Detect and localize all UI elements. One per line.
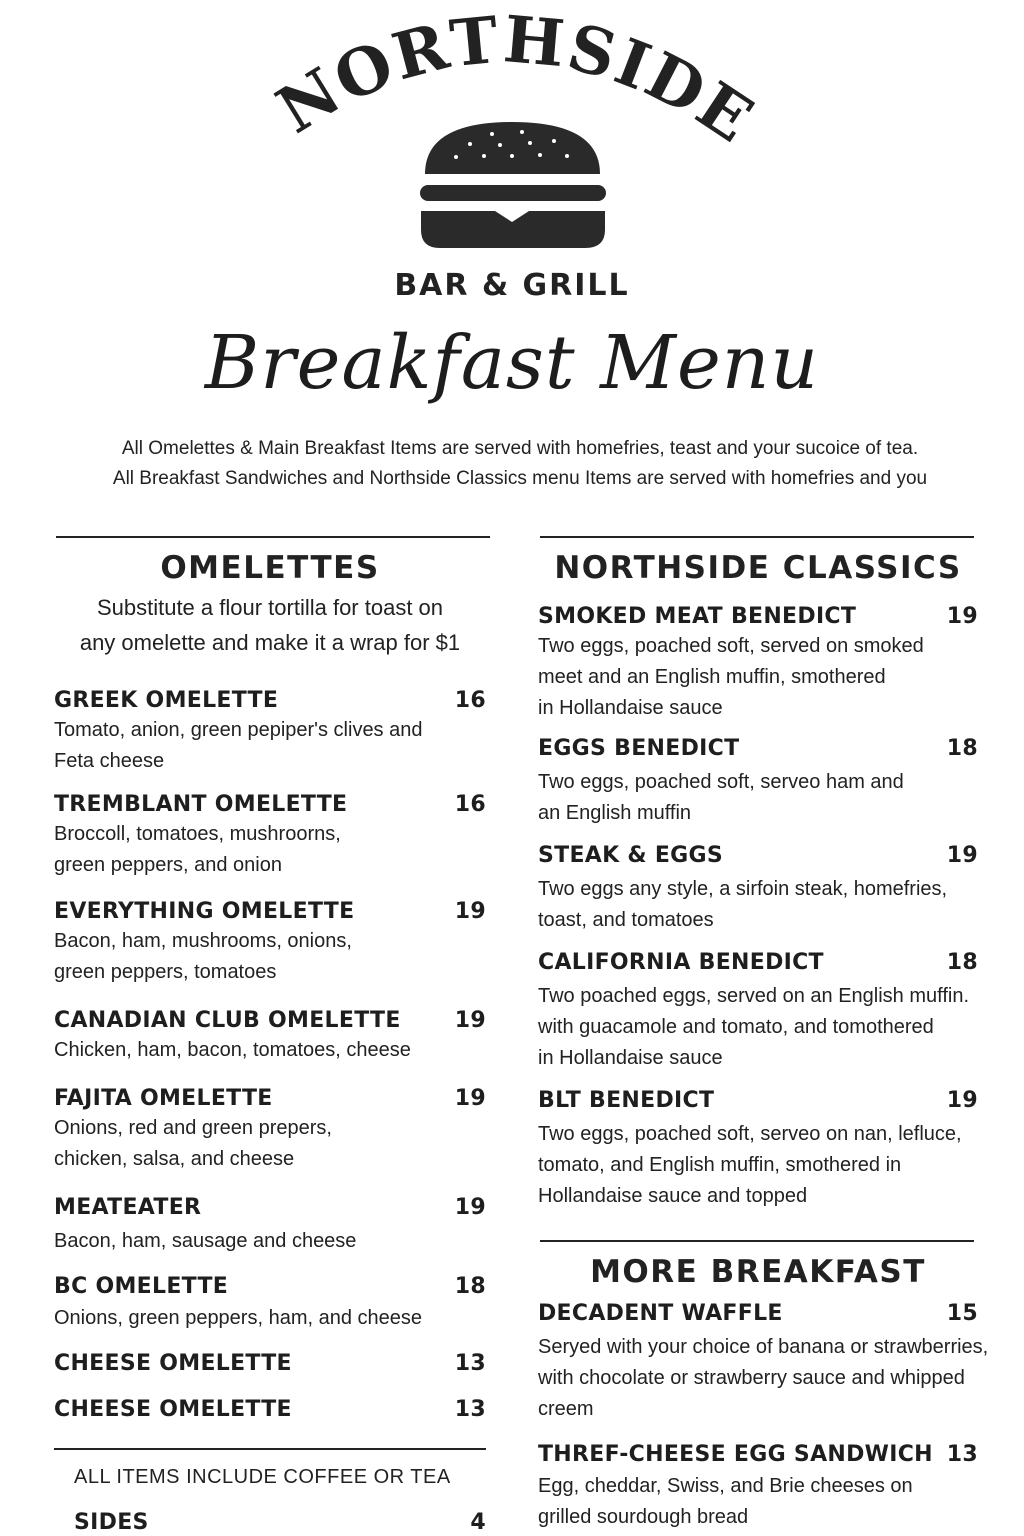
omelettes-section: [54, 550, 486, 660]
omelette-item: [54, 1086, 486, 1175]
item-desc-line: with chocolate or strawberry sauce and whipped: [538, 1367, 965, 1389]
item-price: 19: [454, 1086, 486, 1111]
item-name: STEAK & EGGS: [538, 843, 724, 868]
item-price: 18: [946, 736, 978, 761]
item-price: 15: [946, 1301, 978, 1326]
item-desc-line: Egg, cheddar, Swiss, and Brie cheeses on: [538, 1475, 913, 1497]
omelette-item: [54, 1351, 486, 1376]
item-desc-line: grilled sourdough bread: [538, 1506, 749, 1528]
sides-row: [74, 1510, 486, 1535]
item-name: SMOKED MEAT BENEDICT: [538, 604, 857, 629]
divider: [56, 536, 490, 538]
item-name: FAJITA OMELETTE: [54, 1086, 273, 1111]
item-desc-line: in Hollandaise sauce: [538, 1047, 723, 1069]
classic-item: [538, 950, 978, 1074]
burger-icon: [420, 122, 606, 248]
item-desc-line: meet and an English muffin, smothered: [538, 666, 886, 688]
section-title-classics: NORTHSIDE CLASSICS: [554, 550, 962, 586]
item-desc-line: toast, and tomatoes: [538, 909, 714, 931]
item-name: DECADENT WAFFLE: [538, 1301, 783, 1326]
item-price: 19: [946, 604, 978, 629]
more-item: [538, 1301, 989, 1425]
item-desc-line: Two eggs, poached soft, serveo on nan, lefluce,: [538, 1123, 962, 1145]
item-desc-line: tomato, and English muffin, smothered in: [538, 1154, 902, 1176]
omelette-item: [54, 1195, 486, 1257]
item-price: 16: [454, 688, 486, 713]
page-title: Breakfast Menu: [204, 320, 820, 406]
item-price: 13: [946, 1442, 978, 1467]
item-desc-line: Seryed with your choice of banana or strawberries,: [538, 1336, 989, 1358]
item-desc-line: green peppers, and onion: [54, 854, 282, 876]
sides-label: SIDES: [74, 1510, 149, 1535]
classics-section: [538, 550, 978, 586]
omelette-item: [54, 1397, 486, 1422]
item-desc-line: chicken, salsa, and cheese: [54, 1148, 295, 1170]
item-name: CALIFORNIA BENEDICT: [538, 950, 824, 975]
item-desc-line: Onions, green peppers, ham, and cheese: [54, 1307, 423, 1329]
omelettes-note: [54, 590, 486, 660]
intro-line-1: All Omelettes & Main Breakfast Items are served with homefries, teast and your sucoice of tea.: [121, 438, 919, 459]
item-name: EVERYTHING OMELETTE: [54, 899, 355, 924]
item-desc-line: Two eggs, poached soft, serveo ham and: [538, 771, 904, 793]
intro-text: [40, 434, 1000, 494]
omelettes-footer: [74, 1466, 486, 1489]
item-desc-line: creem: [538, 1398, 594, 1420]
section-title-omelettes: OMELETTES: [160, 550, 380, 586]
classic-item: [538, 604, 978, 724]
item-name: THREF-CHEESE EGG SANDWICH: [538, 1442, 933, 1467]
bar-and-grill-label: BAR & GRILL: [394, 268, 630, 303]
omelette-item: [54, 688, 486, 777]
brand-name-arc: NORTHSIDE: [264, 2, 767, 159]
item-desc-line: Chicken, ham, bacon, tomatoes, cheese: [54, 1039, 411, 1061]
item-desc-line: Two poached eggs, served on an English muffin.: [538, 985, 970, 1007]
classic-item: [538, 843, 978, 936]
classic-item: [538, 736, 978, 829]
omelette-item: [54, 792, 486, 881]
item-desc-line: an English muffin: [538, 802, 692, 824]
item-desc-line: Broccoll, tomatoes, mushroorns,: [54, 823, 341, 845]
item-desc-line: Bacon, ham, mushrooms, onions,: [54, 930, 352, 952]
note-line-1: Substitute a flour tortilla for toast on: [96, 595, 444, 620]
item-price: 19: [454, 1195, 486, 1220]
section-title-more-breakfast: MORE BREAKFAST: [590, 1254, 926, 1290]
item-desc-line: Hollandaise sauce and topped: [538, 1185, 808, 1207]
item-name: CANADIAN CLUB OMELETTE: [54, 1008, 401, 1033]
item-name: EGGS BENEDICT: [538, 736, 740, 761]
item-name: BLT BENEDICT: [538, 1088, 715, 1113]
item-price: 18: [454, 1274, 486, 1299]
item-desc-line: Onions, red and green prepers,: [54, 1117, 332, 1139]
sides-price: 4: [470, 1510, 486, 1535]
item-price: 13: [454, 1351, 486, 1376]
item-price: 19: [946, 1088, 978, 1113]
omelette-item: [54, 899, 486, 988]
divider: [54, 1448, 486, 1450]
note-line-2: any omelette and make it a wrap for $1: [79, 630, 461, 655]
item-desc-line: in Hollandaise sauce: [538, 697, 723, 719]
item-desc-line: with guacamole and tomato, and tomothered: [538, 1016, 934, 1038]
coffee-tea-note: ALL ITEMS INCLUDE COFFEE OR TEA: [74, 1466, 451, 1488]
item-price: 13: [454, 1397, 486, 1422]
item-desc-line: green peppers, tomatoes: [54, 961, 277, 983]
item-desc-line: Feta cheese: [54, 750, 165, 772]
item-price: 19: [946, 843, 978, 868]
classic-item: [538, 1088, 978, 1212]
item-price: 19: [454, 899, 486, 924]
omelette-item: [54, 1274, 486, 1334]
item-price: 18: [946, 950, 978, 975]
omelette-item: [54, 1008, 486, 1066]
more-breakfast-section: [538, 1254, 978, 1290]
item-name: TREMBLANT OMELETTE: [54, 792, 348, 817]
item-desc-line: Tomato, anion, green pepiper's clives and: [54, 719, 423, 741]
item-desc-line: Bacon, ham, sausage and cheese: [54, 1230, 357, 1252]
item-name: BC OMELETTE: [54, 1274, 229, 1299]
item-name: CHEESE OMELETTE: [54, 1351, 292, 1376]
item-desc-line: Two eggs any style, a sirfoin steak, homefries,: [538, 878, 948, 900]
intro-line-2: All Breakfast Sandwiches and Northside Classics menu Items are served with homefries and you: [112, 468, 928, 489]
more-item: [538, 1442, 978, 1533]
item-price: 19: [454, 1008, 486, 1033]
divider: [540, 536, 974, 538]
item-price: 16: [454, 792, 486, 817]
item-name: CHEESE OMELETTE: [54, 1397, 292, 1422]
item-desc-line: Two eggs, poached soft, served on smoked: [538, 635, 924, 657]
item-name: MEATEATER: [54, 1195, 202, 1220]
divider: [540, 1240, 974, 1242]
item-name: GREEK OMELETTE: [54, 688, 279, 713]
